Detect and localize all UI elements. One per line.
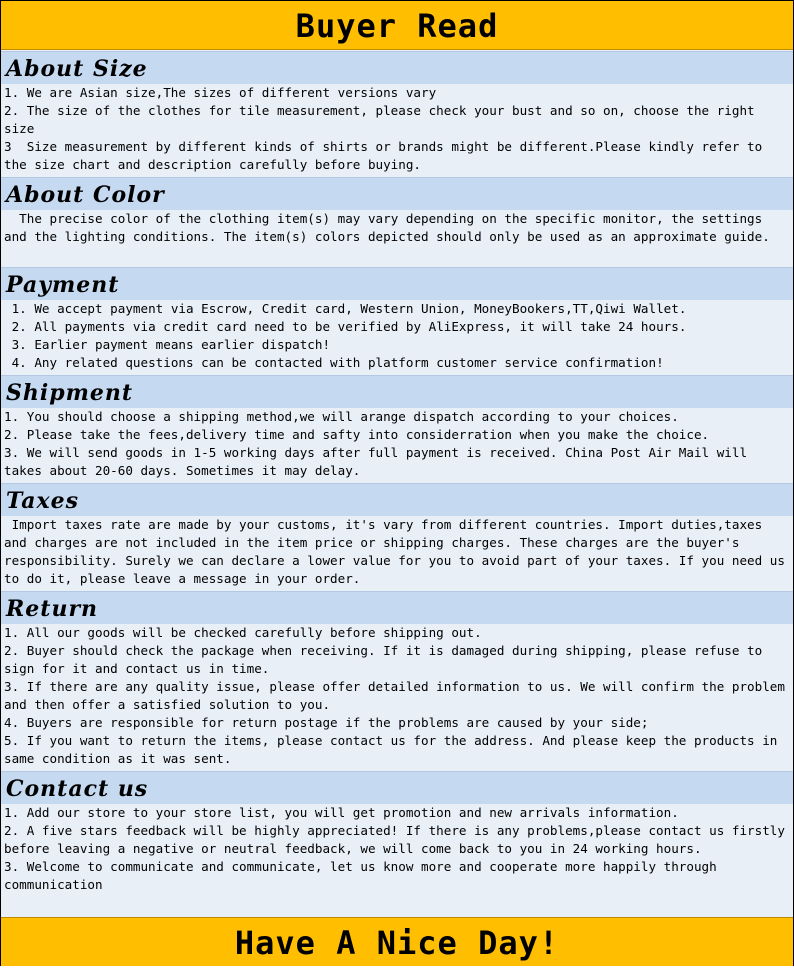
body-line: 1. All our goods will be checked carefully before shipping out. [4, 625, 482, 640]
section-title: Taxes [1, 483, 793, 516]
section-body [1, 408, 793, 480]
section-body [1, 84, 793, 174]
body-line: Import taxes rate are made by your customs, it's vary from different countries. Import duties,taxes and charges are not included in the item price or shipping charges. These charges are the buyer's responsibility. Surely we can declare a lower value for you to avoid part of your taxes. If you need us to do it, please leave a message in your order. [4, 517, 793, 586]
section-body [1, 624, 793, 768]
header-banner: Buyer Read [1, 1, 793, 50]
section-title: About Size [1, 51, 793, 84]
body-line: 3. Welcome to communicate and communicate, let us know more and cooperate more happily through communication [4, 859, 725, 892]
body-line: 1. We are Asian size,The sizes of different versions vary [4, 85, 437, 100]
body-line: 4. Buyers are responsible for return postage if the problems are caused by your side; [4, 715, 649, 730]
section-title: Return [1, 591, 793, 624]
section-shipment [1, 375, 793, 480]
section-body [1, 210, 793, 246]
section-return [1, 591, 793, 768]
section-payment [1, 267, 793, 372]
body-line: 3. Earlier payment means earlier dispatch! [4, 337, 331, 352]
body-line: 5. If you want to return the items, please contact us for the address. And please keep the products in same condition as it was sent. [4, 733, 785, 766]
body-line: The precise color of the clothing item(s) may vary depending on the specific monitor, the settings and the lighting conditions. The item(s) colors depicted should only be used as an approximate guide. [4, 211, 770, 244]
body-line: 2. Please take the fees,delivery time and safty into considerration when you make the choice. [4, 427, 710, 442]
body-line: 2. A five stars feedback will be highly appreciated! If there is any problems,please contact us firstly before leaving a negative or neutral feedback, we will come back to you in 24 working hours. [4, 823, 793, 856]
section-about-color [1, 177, 793, 246]
body-line: 2. Buyer should check the package when receiving. If it is damaged during shipping, please refuse to sign for it and contact us in time. [4, 643, 770, 676]
section-title: About Color [1, 177, 793, 210]
body-line: 3 Size measurement by different kinds of shirts or brands might be different.Please kindly refer to the size chart and description carefully before buying. [4, 139, 770, 172]
section-taxes [1, 483, 793, 588]
body-line: 2. The size of the clothes for tile measurement, please check your bust and so on, choose the right size [4, 103, 763, 136]
body-line: 1. You should choose a shipping method,we will arange dispatch according to your choices. [4, 409, 679, 424]
body-line: 1. We accept payment via Escrow, Credit card, Western Union, MoneyBookers,TT,Qiwi Wallet. [4, 301, 687, 316]
section-body [1, 804, 793, 894]
footer-banner: Have A Nice Day! [1, 917, 793, 966]
section-contact-us [1, 771, 793, 894]
section-body [1, 516, 793, 588]
section-body [1, 300, 793, 372]
body-line: 4. Any related questions can be contacted with platform customer service confirmation! [4, 355, 664, 370]
section-title: Shipment [1, 375, 793, 408]
section-title: Contact us [1, 771, 793, 804]
body-line: 1. Add our store to your store list, you will get promotion and new arrivals information. [4, 805, 679, 820]
body-line: 3. If there are any quality issue, please offer detailed information to us. We will confirm the problem and then offer a satisfied solution to you. [4, 679, 793, 712]
section-title: Payment [1, 267, 793, 300]
body-line: 3. We will send goods in 1-5 working days after full payment is received. China Post Air Mail will takes about 20-60 days. Sometimes it may delay. [4, 445, 755, 478]
section-about-size [1, 51, 793, 174]
body-line: 2. All payments via credit card need to be verified by AliExpress, it will take 24 hours. [4, 319, 687, 334]
